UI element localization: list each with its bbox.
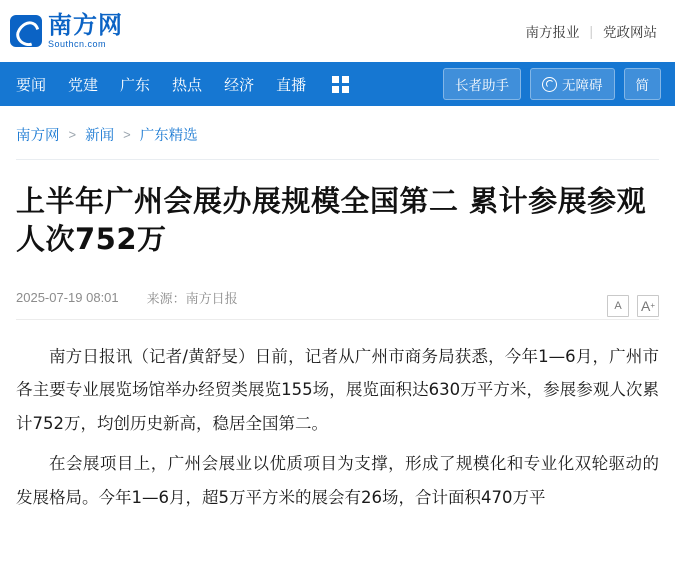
nav-item-jingji[interactable]: 经济 — [224, 76, 255, 94]
southcn-logo-icon — [10, 15, 42, 47]
header-link-nanfang-media[interactable]: 南方报业 — [525, 25, 580, 40]
nav-item-yaowen[interactable]: 要闻 — [16, 76, 47, 94]
breadcrumb-separator-1: > — [68, 127, 77, 142]
nav-item-redian[interactable]: 热点 — [172, 76, 203, 94]
article-body — [16, 340, 659, 515]
article-paragraph-2: 在会展项目上，广州会展业以优质项目为支撑，形成了规模化和专业化双轮驱动的发展格局。今年1—6月，超5万平方米的展会有26场，合计面积470万平 — [16, 453, 659, 507]
elder-assistant-button[interactable]: 长者助手 — [443, 68, 521, 100]
article-date: 2025-07-19 08:01 — [16, 289, 119, 305]
accessibility-label: 无障碍 — [562, 78, 603, 93]
breadcrumb-item-home[interactable]: 南方网 — [16, 128, 60, 144]
accessibility-icon — [542, 77, 557, 92]
site-logo[interactable] — [10, 13, 123, 49]
nav-item-guangdong[interactable]: 广东 — [120, 76, 151, 94]
font-size-increase-sup: + — [650, 301, 655, 311]
article-meta — [16, 288, 238, 307]
nav-item-list — [16, 74, 349, 95]
nav-item-dangjian[interactable]: 党建 — [68, 76, 99, 94]
font-size-increase-button[interactable] — [637, 295, 659, 317]
main-navigation — [0, 62, 675, 106]
accessibility-button[interactable] — [530, 68, 615, 100]
app-grid-icon[interactable] — [332, 76, 349, 93]
article-source-value: 南方日报 — [185, 290, 238, 306]
nav-item-zhibo[interactable]: 直播 — [276, 76, 307, 94]
logo-title-en: Southcn.com — [48, 39, 107, 49]
font-size-decrease-button[interactable]: A — [607, 295, 629, 317]
header-link-gov-sites[interactable]: 党政网站 — [603, 25, 657, 40]
site-header — [0, 0, 675, 62]
article-source-label: 来源： — [146, 290, 186, 306]
breadcrumb-item-guangdong-select[interactable]: 广东精选 — [139, 128, 198, 144]
breadcrumb-divider — [16, 159, 659, 160]
nav-right-actions — [443, 68, 661, 100]
article-paragraph-1: 南方日报讯（记者/黄舒旻）日前，记者从广州市商务局获悉，今年1—6月，广州市各主要专业展览场馆举办经贸类展览155场，展览面积达630万平方米，参展参观人次累计752万，均创历史新高，稳居全国第二。 — [16, 346, 659, 434]
breadcrumb-item-news[interactable]: 新闻 — [85, 128, 115, 144]
simplified-chinese-toggle[interactable]: 简 — [624, 68, 662, 100]
header-link-separator: | — [589, 23, 593, 39]
article-meta-row — [16, 285, 659, 320]
article-source — [147, 288, 238, 307]
page-title: 上半年广州会展办展规模全国第二 累计参展参观人次752万 — [16, 184, 647, 257]
font-size-controls — [607, 295, 659, 317]
article — [0, 182, 675, 515]
font-size-increase-label: A — [640, 297, 651, 314]
logo-title-cn: 南方网 — [48, 11, 123, 39]
header-links — [525, 21, 657, 41]
logo-text — [48, 13, 123, 49]
breadcrumb — [0, 106, 675, 159]
breadcrumb-separator-2: > — [123, 127, 131, 142]
